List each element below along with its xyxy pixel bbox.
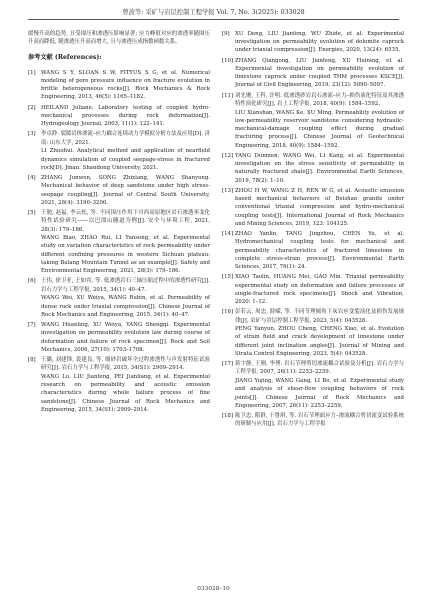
reference-item: [28, 356, 210, 414]
reference-number: [2]: [28, 104, 36, 111]
reference-english-text: JIANG Yujing, WANG Gang, LI Bo, et al. Experimental study and analysis of shear-flow coupling behaviors of rock joints[J]. Chinese Journal of Rock Mechanics and Engineering, 2007, 26(11): 2253–2259.: [235, 378, 404, 409]
reference-number: [17]: [222, 361, 234, 368]
reference-number: [6]: [28, 278, 36, 285]
page-number: 033028–10: [197, 586, 230, 592]
reference-item: [222, 360, 404, 410]
reference-english-text: YANG Dunmen, WANG Wei, LI Kang, et al. Experimental investigation on the stress sensitivity of permeability in naturally fractured shale[J]. Environmental Earth Sciences, 2019, 78(2): 1–10.: [235, 152, 404, 184]
reference-body: [41, 321, 210, 354]
reference-item: [222, 308, 404, 358]
reference-english-text: ZHAO Yanlin, TANG Jingzhou, CHEN Yu, et al. Hydromechanical coupling tests for mechanical and permeability characteristics of fractured limestone in complete stress-strain process[J]. Environmental Earth Sciences, 2017, 76(1): 24.: [235, 231, 404, 270]
reference-english-text: HEILAND Juliane. Laboratory testing of coupled hydro-mechanical processes during rock deformation[J]. Hydrogeology Journal, 2003, 11(1): 122–141.: [41, 104, 210, 128]
left-column: [28, 30, 210, 416]
reference-english-text: WANG Huanling, XU Weiya, YANG Shengqi. Experimental investigation on permeability evolution law during course of deformation and failure of rock specimen[J]. Rock and Soil Mechanics, 2006, 27(10): 1703–1708.: [41, 322, 210, 353]
reference-body: [235, 187, 404, 228]
reference-item: [222, 92, 404, 150]
reference-item: [222, 230, 404, 271]
reference-body: [235, 308, 404, 358]
reference-english-text: LIU Xianshan, WANG Ke, XU Ming. Permeability evolution of low-permeability reservoir sandstone considering hydraulic-mechanical-damage coupling effect during gradual fracturing process[J]. Chinese Journal of Geotechnical Engineering, 2018, 40(9): 1584–1592.: [235, 109, 404, 149]
reference-number: [18]: [222, 413, 234, 420]
reference-chinese-text: 王勉, 赵福, 李云松, 等. 不同围压作用下川西高原地区岩石渗透率变化特性试验研究——以巴郎山隧道为例[J]. 安全与环境工程, 2021, 28(3): 179–186.: [41, 210, 210, 233]
reference-number: [4]: [28, 175, 36, 182]
reference-chinese-text: 王璐, 刘建锋, 裴建良, 等. 细砂岩破坏全过程渗透性与声发射特征试验研究[J]. 岩石力学与工程学报, 2015, 34(S1): 2909–2914.: [41, 357, 210, 372]
references-heading: 参考文献 (References):: [28, 54, 102, 62]
reference-body: [41, 130, 210, 172]
reference-body: [41, 356, 210, 414]
reference-item: [222, 30, 404, 55]
reference-body: [235, 230, 404, 271]
reference-number: [10]: [222, 57, 234, 64]
reference-item: [222, 273, 404, 306]
reference-item: [222, 152, 404, 185]
reference-english-text: LI Zhuohui. Analytical method and application of nearfield dynamics simulation of coupled seepage-stress in fractured rock[D]. Jinan: Shandong University, 2021.: [41, 148, 210, 171]
reference-english-text: WANG Lu, LIU Jianfeng, PEI Jianliang, et al. Experimental research on permeability and acoustic emission characteristics during whole failure process of fine sandstone[J]. Chinese Journal of Rock Mechanics and Engineering, 2015, 34(S1): 2909–2914.: [41, 374, 210, 413]
reference-number: [12]: [222, 152, 234, 159]
reference-number: [7]: [28, 322, 36, 329]
reference-english-text: PENG Yanyun, ZHOU Cheng, CHENG Xiao, et al. Evolution of strain field and crack development of limestone under different joint inclination angles[J]. Journal of Mining and Strata Control Engineering, 2023, 5(4): 043528.: [235, 326, 404, 357]
reference-body: [41, 104, 210, 129]
reference-number: [15]: [222, 274, 234, 281]
reference-number: [11]: [222, 92, 234, 99]
running-header: 曾波等: 采矿与岩层控制工程学报 Vol. 7, No. 3(2025): 033028: [28, 9, 399, 20]
reference-number: [9]: [222, 31, 230, 37]
reference-body: [235, 273, 404, 306]
reference-number: [5]: [28, 210, 36, 217]
reference-number: [13]: [222, 187, 234, 194]
reference-number: [14]: [222, 231, 234, 238]
reference-list-left: [28, 69, 210, 414]
reference-body: [235, 30, 404, 55]
reference-chinese-text: 陈卫忠, 隋群, 于鲁琪, 等. 岩石节理面应力–渗流耦合剪切流变试验系统的研制与应用[J]. 岩石力学与工程学报: [235, 413, 404, 428]
reference-chinese-text: 彭若云, 周忠, 薛嵘, 等. 不同节理倾角下灰岩应变裂演化及损伤发展规律[J]. 采矿与岩层控制工程学报, 2023, 5(4): 043528.: [235, 309, 404, 324]
reference-body: [235, 57, 404, 90]
reference-number: [8]: [28, 357, 36, 364]
reference-english-text: WANG S Y, SLOAN S W, FITYUS S G, et al. Numerical modeling of pore pressure influence on fracture evolution in brittle heterogeneous rocks[J]. Rock Mechanics & Rock Engineering, 2013, 46(5): 1165–1182.: [41, 69, 210, 101]
reference-body: [41, 209, 210, 275]
reference-number: [1]: [28, 69, 36, 76]
reference-chinese-text: 刘先珊, 王科, 许明. 低渗透砂岩岩石渗流–应力–损伤演化特征及其渗透特性演化研究[J]. 岩土工程学报, 2018, 40(9): 1584–1592.: [235, 92, 404, 107]
reference-number: [16]: [222, 309, 234, 316]
reference-item: [28, 69, 210, 102]
reference-body: [41, 277, 210, 319]
reference-body: [235, 92, 404, 150]
reference-english-text: ZHANG Qiangong, LIU Jianfeng, XU Huining, et al. Experimental investigation on permeability evolution of limestone caprock under coupled THM processes KSCE[J]. Journal of Civil Engineering, 2019, 23(12): 5090–5097.: [235, 57, 404, 89]
reference-english-text: WANG Wei, XU Weiya, WANG Rubin, et al. Permeability of dense rock under triaxial compression[J]. Chinese Journal of Rock Mechanics and Engineering, 2015, 34(1): 40–47.: [41, 295, 210, 318]
reference-item: [28, 321, 210, 354]
reference-chinese-text: 蒋宇静, 王刚, 李博. 岩石节理剪切渗流耦合试验及分析[J]. 岩石力学与工程学报, 2007, 26(11): 2253–2259.: [235, 361, 404, 376]
reference-item: [222, 412, 404, 429]
reference-chinese-text: 李卓錚. 裂隙岩体渗流–应力耦合连续动力学模拟分析方法及应用[D]. 济南: 山东大学, 2021.: [41, 131, 211, 146]
reference-english-text: ZHOU H W, WANG Z H, REN W G, et al. Acoustic emission based mechanical behaviors of Beishan granite under conventional triaxial compression and hydro-mechanical coupling tests[J]. International Journal of Rock Mechanics and Mining Sciences, 2019, 123: 104125.: [235, 187, 404, 227]
right-column: [222, 30, 404, 431]
reference-item: [28, 104, 210, 129]
reference-item: [28, 130, 210, 172]
reference-body: [235, 360, 404, 410]
reference-item: [28, 277, 210, 319]
reference-item: [222, 187, 404, 228]
reference-item: [28, 174, 210, 207]
reference-english-text: WANG Biao, ZHAO Rui, LI Yunsong, et al. Experimental study on variation characteristics of rock permeability under different confining pressures in western Sichuan plateau: taking Balang Mountain Tunnel as an example[J]. Safety and Environmental Engineering, 2021, 28(3): 179–186.: [41, 235, 210, 275]
reference-body: [235, 412, 404, 429]
reference-item: [222, 57, 404, 90]
reference-number: [3]: [28, 131, 36, 138]
intro-paragraph: 缓慢升高的趋势, 且受围压和渗透压影响显著; 应力峰值对应的渗透率随围压升高而降低, 随渗透压升高而增大, 且与渗透压成指数函数关系。: [28, 31, 210, 46]
reference-english-text: ZHANG Junwen, SONG Zhixiang, WANG Shanyong. Mechanical behavior of deep sandstone under high stress-seepage coupling[J]. Journal of Central South University, 2021, 28(4): 3190–3206.: [41, 175, 210, 206]
reference-body: [41, 69, 210, 102]
reference-item: [28, 209, 210, 275]
reference-chinese-text: 王伟, 徐卫亚, 王如宾, 等. 低渗透岩石三轴压缩过程中的渗透性研究[J]. 岩石力学与工程学报, 2015, 34(1): 40–47.: [41, 278, 210, 293]
reference-english-text: XIAO Taolin, HUANG Mei, GAO Min. Triaxial permeability experimental study on deformation and failure processes of single-fractured rock specimens[J]. Shock and Vibration, 2020: 1–12.: [235, 274, 404, 305]
reference-body: [235, 152, 404, 185]
reference-body: [41, 174, 210, 207]
reference-list-right: [222, 30, 404, 429]
reference-english-text: XU Deng, LIU Jianfeng, WU Zhide, et al. Experimental investigation on permeability evolution of dolomite caprock under triaxial compression[J]. Energies, 2020, 13(24): 6535.: [235, 31, 404, 54]
